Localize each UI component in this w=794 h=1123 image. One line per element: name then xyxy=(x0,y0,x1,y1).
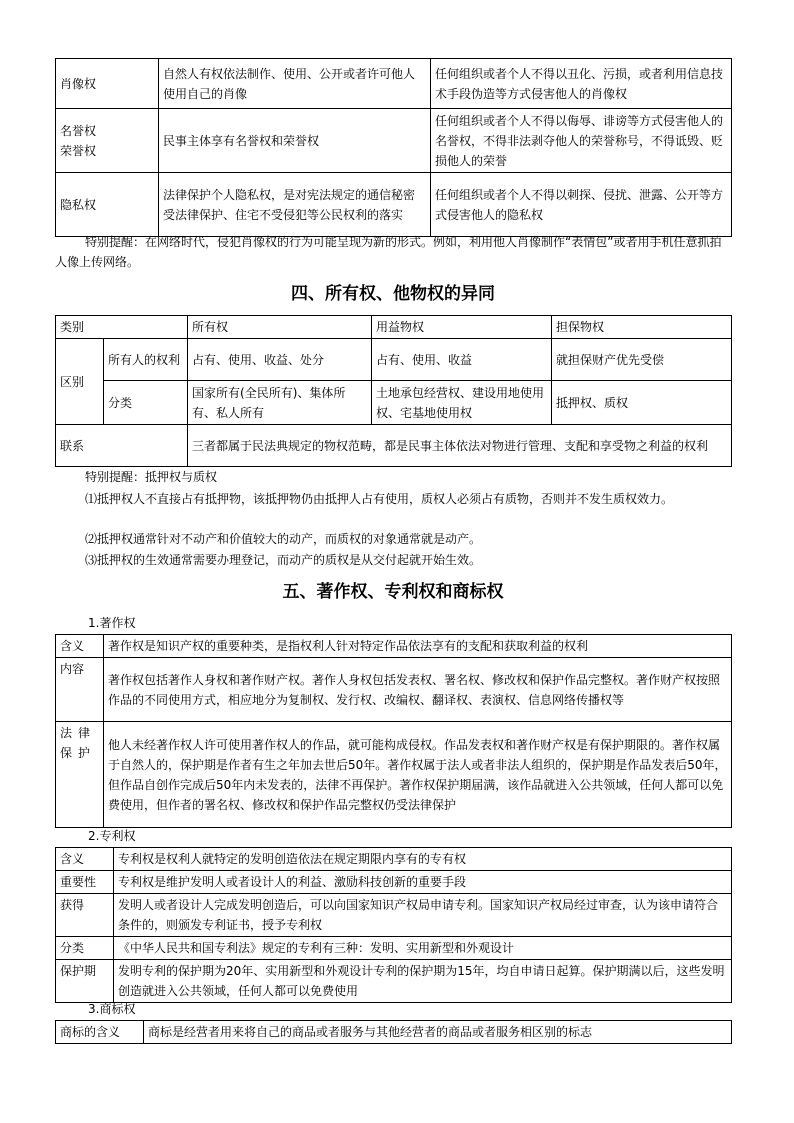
right-name: 隐私权 xyxy=(56,173,159,237)
cell: 占有、使用、收益 xyxy=(372,339,552,381)
row-value: 专利权是权利人就特定的发明创造依法在规定期限内享有的专有权 xyxy=(114,848,732,871)
section5-title: 五、著作权、专利权和商标权 xyxy=(282,582,504,602)
right-protection: 任何组织或者个人不得以刺探、侵扰、泄露、公开等方式侵害他人的隐私权 xyxy=(431,173,732,237)
table-row xyxy=(56,848,732,871)
section4-title: 四、所有权、他物权的异同 xyxy=(291,284,495,304)
patent-table xyxy=(55,847,732,1003)
cell: 占有、使用、收益、处分 xyxy=(188,339,372,381)
portrait-note: 特别提醒：在网络时代，侵犯肖像权的行为可能呈现为新的形式。例如，利用他人肖像制作“表情包”或者用手机任意抓拍人像上传网络。 xyxy=(55,235,722,269)
table-row xyxy=(56,59,732,109)
header-cell: 所有权 xyxy=(188,316,372,339)
row-label: 联系 xyxy=(56,425,188,467)
row-key: 法律保护 xyxy=(56,722,104,828)
header-cell: 用益物权 xyxy=(372,316,552,339)
mortgage-note-item: ⑶抵押权的生效通常需要办理登记，而动产的质权是从交付起就开始生效。 xyxy=(85,553,482,567)
trademark-table xyxy=(55,1020,732,1044)
row-key: 含义 xyxy=(56,635,104,658)
row-label: 所有人的权利 xyxy=(104,339,188,381)
table-row xyxy=(56,339,732,381)
row-label: 分类 xyxy=(104,381,188,425)
table-row xyxy=(56,722,732,828)
mortgage-note-item: ⑵抵押权通常针对不动产和价值较大的动产，而质权的对象通常就是动产。 xyxy=(85,532,482,546)
right-name: 肖像权 xyxy=(56,59,159,109)
row-key: 商标的含义 xyxy=(56,1021,144,1044)
header-cell: 类别 xyxy=(56,316,188,339)
table-row xyxy=(56,173,732,237)
table-row xyxy=(56,894,732,937)
row-value: 商标是经营者用来将自己的商品或者服务与其他经营者的商品或者服务相区别的标志 xyxy=(144,1021,732,1044)
cell: 国家所有(全民所有)、集体所有、私人所有 xyxy=(188,381,372,425)
personality-rights-table xyxy=(55,58,732,237)
right-content: 法律保护个人隐私权，是对宪法规定的通信秘密受法律保护、住宅不受侵犯等公民权利的落实 xyxy=(159,173,431,237)
row-key: 内容 xyxy=(56,658,104,722)
table-row xyxy=(56,381,732,425)
ownership-table xyxy=(55,315,732,467)
row-value: 《中华人民共和国专利法》规定的专利有三种：发明、实用新型和外观设计 xyxy=(114,937,732,960)
table-row xyxy=(56,635,732,658)
cell: 三者都属于民法典规定的物权范畴，都是民事主体依法对物进行管理、支配和享受物之利益的权利 xyxy=(188,425,732,467)
row-key: 重要性 xyxy=(56,871,114,894)
right-protection: 任何组织或者个人不得以丑化、污损，或者利用信息技术手段伪造等方式侵害他人的肖像权 xyxy=(431,59,732,109)
row-key: 分类 xyxy=(56,937,114,960)
header-cell: 担保物权 xyxy=(552,316,732,339)
trademark-label: 3.商标权 xyxy=(88,1002,136,1016)
right-name: 名誉权 荣誉权 xyxy=(56,109,159,173)
table-row xyxy=(56,109,732,173)
table-row xyxy=(56,937,732,960)
row-key: 保护期 xyxy=(56,960,114,1003)
table-row xyxy=(56,1021,732,1044)
cell: 土地承包经营权、建设用地使用权、宅基地使用权 xyxy=(372,381,552,425)
table-row xyxy=(56,425,732,467)
right-protection: 任何组织或者个人不得以侮辱、诽谤等方式侵害他人的名誉权，不得非法剥夺他人的荣誉称号，不得诋毁、贬损他人的荣誉 xyxy=(431,109,732,173)
table-header-row xyxy=(56,316,732,339)
cell: 抵押权、质权 xyxy=(552,381,732,425)
right-content: 民事主体享有名誉权和荣誉权 xyxy=(159,109,431,173)
diff-label: 区别 xyxy=(56,339,104,425)
row-value: 发明人或者设计人完成发明创造后，可以向国家知识产权局申请专利。国家知识产权局经过审查，认为该申请符合条件的，则颁发专利证书，授予专利权 xyxy=(114,894,732,937)
copyright-table xyxy=(55,634,732,828)
copyright-label: 1.著作权 xyxy=(88,616,136,630)
row-value: 他人未经著作权人许可使用著作权人的作品，就可能构成侵权。作品发表权和著作财产权是有保护期限的。著作权属于自然人的，保护期是作者有生之年加去世后50年。著作权属于法人或者非法人组织的，保护期是作品发表后50年，但作品自创作完成后50年内未发表的，法律不再保护。著作权保护期届满，该作品就进入公共领域，任何人都可以免费使用，但作者的署名权、修改权和保护作品完整权仍受法律保护 xyxy=(104,722,732,828)
table-row xyxy=(56,658,732,722)
row-key: 含义 xyxy=(56,848,114,871)
row-value: 发明专利的保护期为20年、实用新型和外观设计专利的保护期为15年，均自申请日起算。保护期满以后，这些发明创造就进入公共领域，任何人都可以免费使用 xyxy=(114,960,732,1003)
table-row xyxy=(56,871,732,894)
row-value: 专利权是维护发明人或者设计人的利益、激励科技创新的重要手段 xyxy=(114,871,732,894)
row-value: 著作权是知识产权的重要种类，是指权利人针对特定作品依法享有的支配和获取利益的权利 xyxy=(104,635,732,658)
mortgage-note-item: ⑴抵押权人不直接占有抵押物，该抵押物仍由抵押人占有使用，质权人必须占有质物，否则并不发生质权效力。 xyxy=(85,492,674,506)
patent-label: 2.专利权 xyxy=(88,829,136,843)
row-key: 获得 xyxy=(56,894,114,937)
row-value: 著作权包括著作人身权和著作财产权。著作人身权包括发表权、署名权、修改权和保护作品完整权。著作财产权按照作品的不同使用方式，相应地分为复制权、发行权、改编权、翻译权、表演权、信息网络传播权等 xyxy=(104,658,732,722)
mortgage-note-title: 特别提醒：抵押权与质权 xyxy=(85,470,218,484)
cell: 就担保财产优先受偿 xyxy=(552,339,732,381)
right-content: 自然人有权依法制作、使用、公开或者许可他人使用自己的肖像 xyxy=(159,59,431,109)
table-row xyxy=(56,960,732,1003)
